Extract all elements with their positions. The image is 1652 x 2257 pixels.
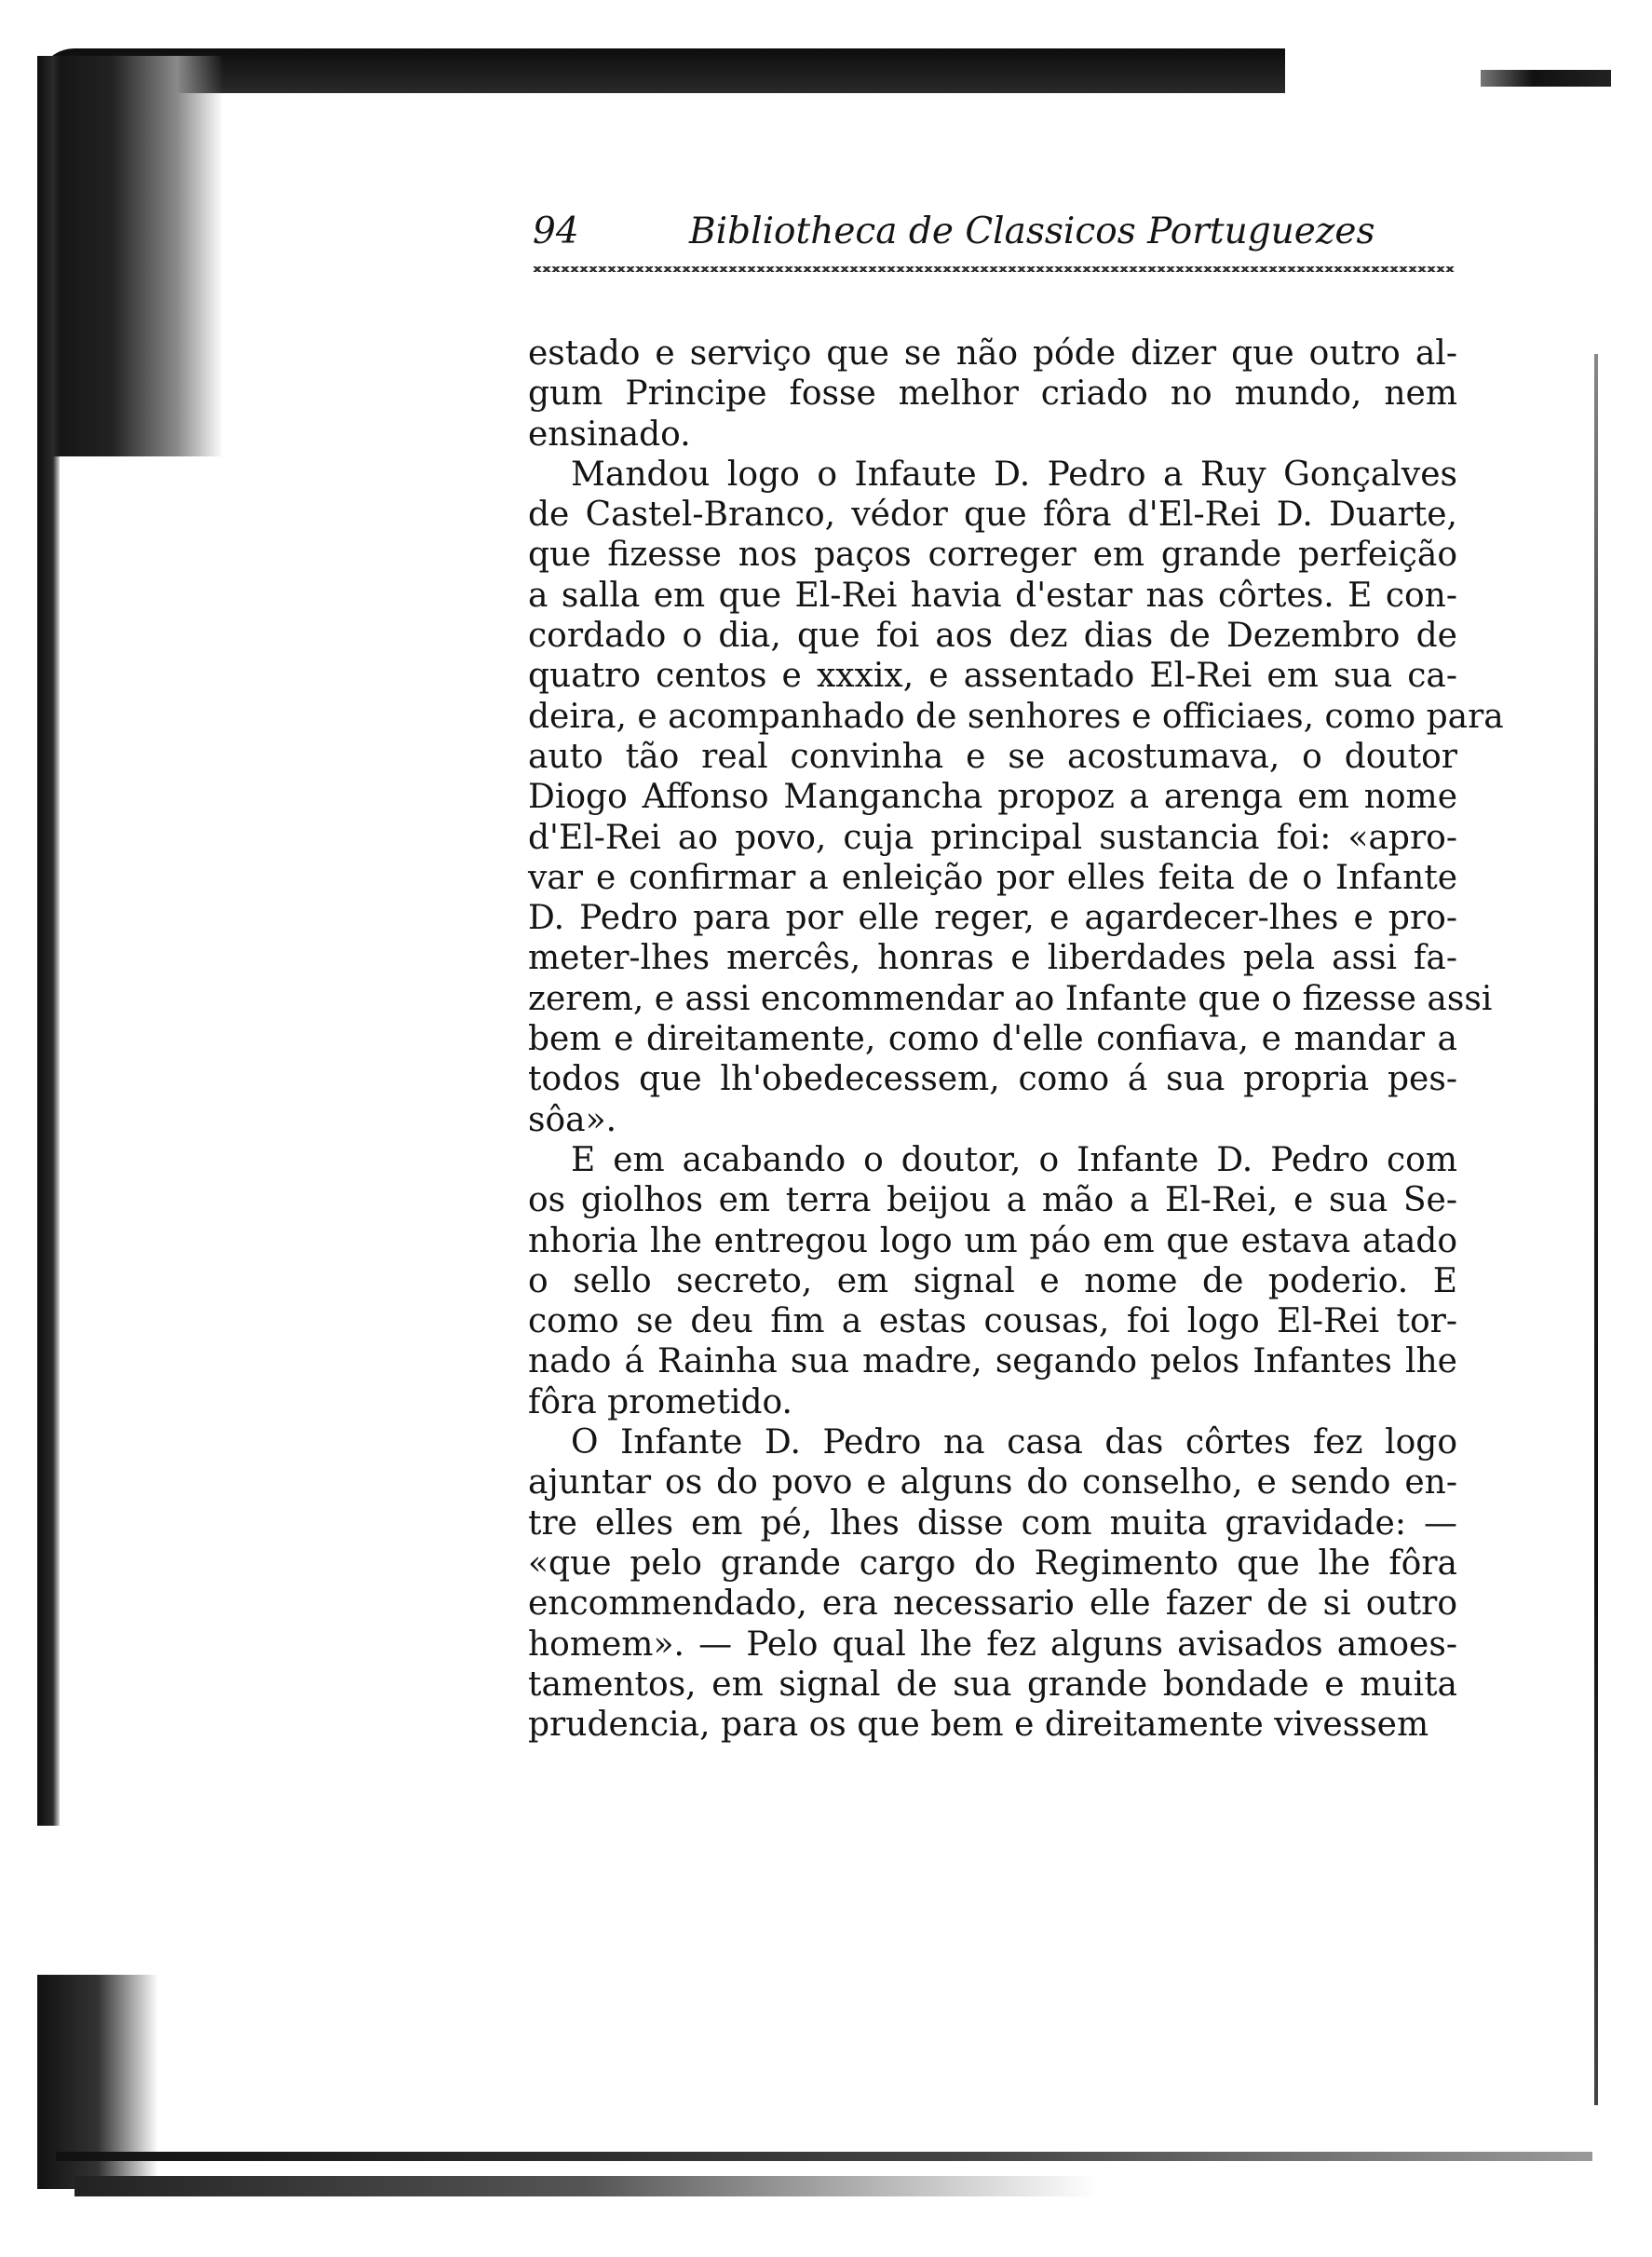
text-line: cordado o dia, que foi aos dez dias de Dezembro de	[528, 617, 1457, 656]
scan-edge-right	[1594, 354, 1598, 2105]
text-line: os giolhos em terra beijou a mão a El-Rei, e sua Se-	[528, 1181, 1457, 1220]
page-number: 94	[533, 211, 579, 252]
text-line: Diogo Affonso Mangancha propoz a arenga em nome	[528, 778, 1457, 817]
text-line: D. Pedro para por elle reger, e agardecer-lhes e pro-	[528, 899, 1457, 938]
scan-edge-bottom-shadow	[74, 2176, 1099, 2196]
text-line: Mandou logo o Infaute D. Pedro a Ruy Gonçalves	[571, 455, 1457, 494]
text-line: O Infante D. Pedro na casa das côrtes fez logo	[571, 1423, 1457, 1462]
text-line: var e confirmar a enleição por elles feita de o Infante	[528, 858, 1457, 897]
text-line: deira, e acompanhado de senhores e officiaes, como para	[528, 697, 1504, 736]
text-line: prudencia, para os que bem e direitamente vivessem	[528, 1706, 1429, 1745]
text-line: «que pelo grande cargo do Regimento que lhe fôra	[528, 1543, 1457, 1583]
text-line: ensinado.	[528, 415, 691, 454]
scan-edge-left	[37, 56, 60, 1826]
scan-edge-bottom	[56, 2152, 1592, 2161]
body-text	[528, 333, 1504, 1745]
text-line: d'El-Rei ao povo, cuja principal sustancia foi: «apro-	[528, 818, 1457, 857]
header-rule	[533, 266, 1455, 272]
text-line: quatro centos e xxxix, e assentado El-Rei em sua ca-	[528, 657, 1457, 696]
text-line: nhoria lhe entregou logo um páo em que estava atado	[528, 1221, 1457, 1260]
text-line: nado á Rainha sua madre, segando pelos Infantes lhe	[528, 1342, 1457, 1381]
text-line: zerem, e assi encommendar ao Infante que o fizesse assi	[528, 979, 1493, 1018]
scan-edge-left-shadow	[37, 56, 223, 456]
scan-edge-top-right	[1481, 70, 1611, 87]
text-line: o sello secreto, em signal e nome de poderio. E	[528, 1261, 1457, 1300]
text-line: como se deu fim a estas cousas, foi logo El-Rei tor-	[528, 1302, 1457, 1341]
text-line: encommendado, era necessario elle fazer de si outro	[528, 1584, 1457, 1624]
text-line: meter-lhes mercês, honras e liberdades pela assi fa-	[528, 939, 1457, 978]
text-line: bem e direitamente, como d'elle confiava, e mandar a	[528, 1020, 1457, 1059]
running-title: Bibliotheca de Classicos Portuguezes	[689, 211, 1375, 252]
text-line: a salla em que El-Rei havia d'estar nas côrtes. E con-	[528, 576, 1457, 615]
page-header	[533, 211, 1464, 266]
text-line: tamentos, em signal de sua grande bondade e muita	[528, 1665, 1457, 1704]
text-line: sôa».	[528, 1100, 617, 1139]
text-line: auto tão real convinha e se acostumava, o doutor	[528, 737, 1457, 776]
text-line: fôra prometido.	[528, 1382, 792, 1421]
text-line: de Castel-Branco, védor que fôra d'El-Rei D. Duarte,	[528, 496, 1457, 535]
text-line: ajuntar os do povo e alguns do conselho, e sendo en-	[528, 1463, 1457, 1502]
text-line: todos que lh'obedecessem, como á sua propria pes-	[528, 1060, 1457, 1099]
text-line: homem». — Pelo qual lhe fez alguns avisados amoes-	[528, 1625, 1457, 1664]
text-line: que fizesse nos paços correger em grande perfeição	[528, 536, 1457, 575]
text-line: tre elles em pé, lhes disse com muita gravidade: —	[528, 1503, 1457, 1543]
text-line: estado e serviço que se não póde dizer que outro al-	[528, 334, 1457, 373]
scan-edge-top	[37, 48, 1285, 93]
text-line: E em acabando o doutor, o Infante D. Pedro com	[571, 1140, 1457, 1179]
text-line: gum Principe fosse melhor criado no mundo, nem	[528, 374, 1457, 414]
